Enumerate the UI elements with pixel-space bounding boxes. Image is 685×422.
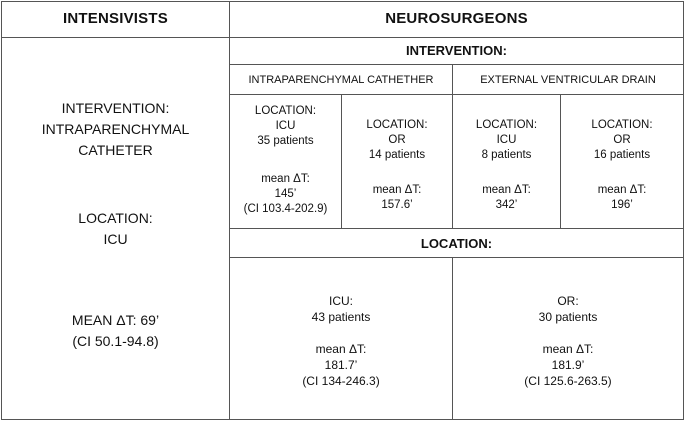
intervention-header: INTERVENTION: — [406, 43, 507, 58]
cell-evd-or-location: LOCATION: OR 16 patients — [591, 119, 653, 161]
divider-mid-vertical-bottom — [452, 257, 453, 420]
location-or: OR: 30 patients — [538, 294, 598, 324]
cell-evd-icu-location: LOCATION: ICU 8 patients — [475, 119, 538, 161]
location-icu-mean: mean ΔT: 181.7’ (CI 134-246.3) — [302, 342, 380, 388]
divider-location-top — [229, 228, 684, 229]
cell-ip-or-mean: mean ΔT: 157.6’ — [372, 184, 422, 211]
header-neurosurgeons: NEUROSURGEONS — [385, 10, 528, 27]
divider-header — [1, 37, 684, 38]
intensivists-location: LOCATION: ICU — [78, 210, 153, 247]
cell-evd-or-mean: mean ΔT: 196’ — [597, 184, 647, 211]
border-bottom — [1, 419, 684, 420]
label-intraparenchymal: INTRAPARENCHYMAL CATHETHER — [248, 74, 434, 86]
intensivists-mean: MEAN ΔT: 69’ (CI 50.1-94.8) — [71, 312, 160, 349]
cell-ip-or-location: LOCATION: OR 14 patients — [366, 119, 428, 161]
label-evd: EXTERNAL VENTRICULAR DRAIN — [480, 74, 656, 86]
divider-location-header — [229, 257, 684, 258]
location-header: LOCATION: — [420, 236, 493, 251]
cell-evd-icu-mean: mean ΔT: 342’ — [482, 184, 531, 211]
header-intensivists: INTENSIVISTS — [63, 10, 168, 27]
border-top — [1, 1, 684, 2]
divider-intervention-header — [229, 64, 684, 65]
divider-type-labels — [229, 94, 684, 95]
location-icu: ICU: 43 patients — [311, 294, 371, 324]
location-or-mean: mean ΔT: 181.9’ (CI 125.6-263.5) — [524, 342, 612, 388]
cell-ip-icu-location: LOCATION: ICU 35 patients — [254, 105, 317, 147]
intensivists-intervention: INTERVENTION: INTRAPARENCHYMAL CATHETER — [41, 100, 190, 158]
cell-ip-icu-mean: mean ΔT: 145’ (CI 103.4-202.9) — [243, 173, 328, 215]
